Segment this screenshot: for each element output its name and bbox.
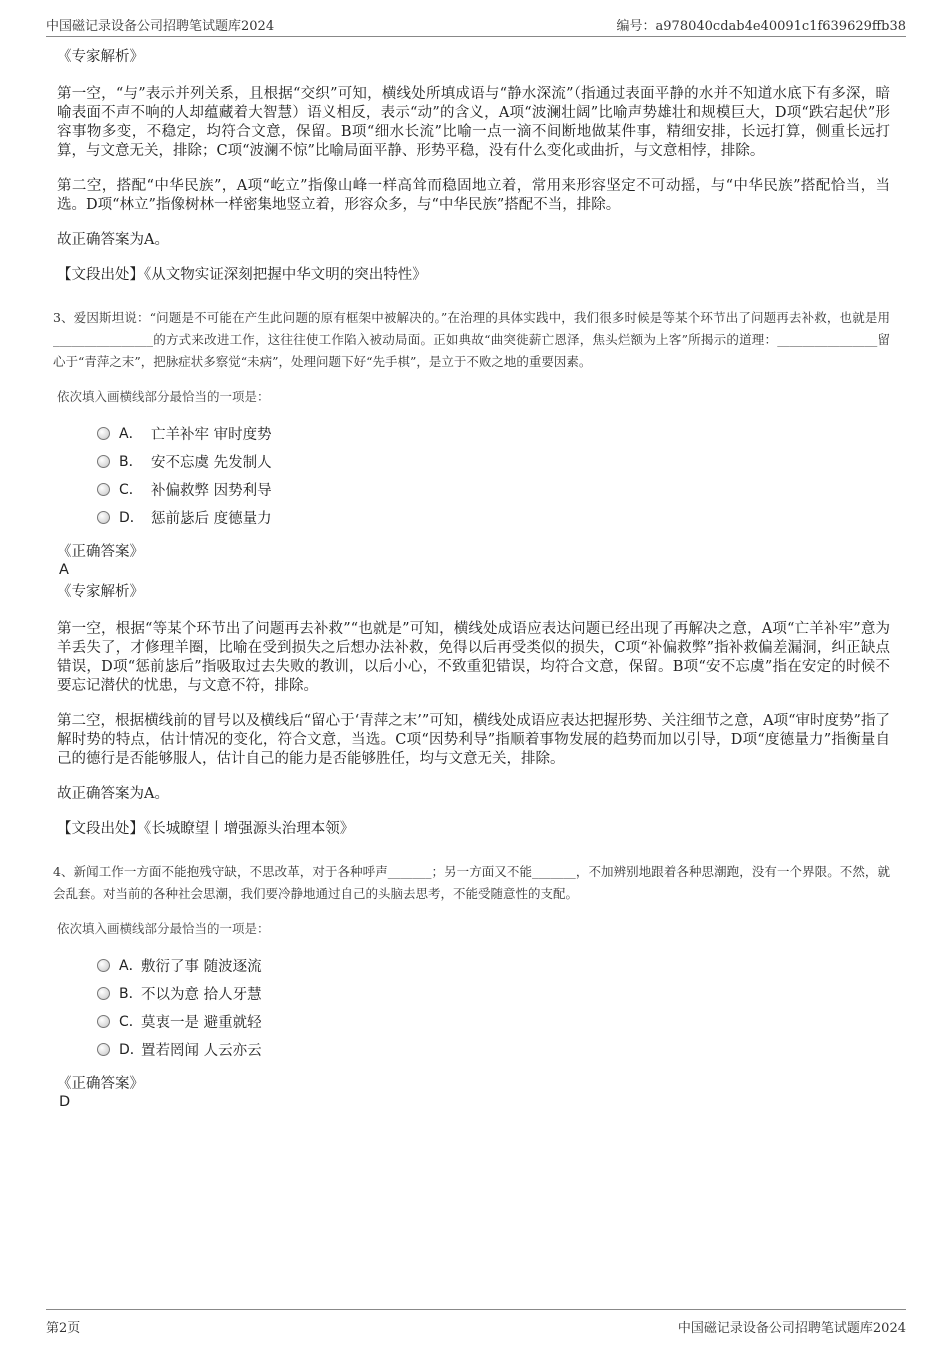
option-d[interactable]: [97, 1035, 890, 1063]
option-list: [57, 951, 890, 1063]
analysis-conclusion: 故正确答案为A。: [57, 786, 169, 802]
passage-source: 【文段出处】《从文物实证深刻把握中华文明的突出特性》: [57, 267, 427, 283]
option-text: 不以为意 拾人牙慧: [141, 986, 262, 1003]
option-c[interactable]: [97, 1007, 890, 1035]
analysis-paragraph-2: 第二空，搭配“中华民族”，A项“屹立”指像山峰一样高耸而稳固地立着，常用来形容坚定不可动摇，与“中华民族”搭配恰当，当选。D项“林立”指像树林一样密集地竖立着，形容众多，与“中华民族”搭配不当，排除。: [57, 178, 890, 213]
option-b[interactable]: [97, 447, 890, 475]
option-letter: B．: [119, 986, 143, 1002]
option-c[interactable]: [97, 475, 890, 503]
header-doc-id: 编号：a978040cdab4e40091c1f639629ffb38: [616, 19, 906, 34]
analysis-paragraph-1: 第一空，“与”表示并列关系，且根据“交织”可知，横线处所填成语与“静水深流”（指通过表面平静的水并不知道水底下有多深，暗喻表面不声不响的人却蕴藏着大智慧）语义相反，表示“动”的含义，A项“波澜壮阔”比喻声势雄壮和规模巨大，D项“跌宕起伏”形容事物多变，不稳定，均符合文意，保留。B项“细水长流”比喻一点一滴不间断地做某件事，精细安排，长远打算，侧重长远打算，与文意无关，排除；C项“波澜不惊”比喻局面平静、形势平稳，没有什么变化或曲折，与文意相悖，排除。: [57, 86, 890, 159]
radio-icon[interactable]: [97, 427, 110, 440]
answer-value: A: [59, 562, 69, 578]
question-4: [53, 861, 890, 1111]
question-prompt: 依次填入画横线部分最恰当的一项是：: [57, 921, 270, 936]
header-title: 中国磁记录设备公司招聘笔试题库2024: [46, 19, 275, 34]
option-d[interactable]: [97, 503, 890, 531]
question-prompt: 依次填入画横线部分最恰当的一项是：: [57, 389, 270, 404]
page-header: [46, 14, 906, 37]
radio-icon[interactable]: [97, 987, 110, 1000]
option-letter: D．: [119, 1042, 144, 1058]
option-list: [57, 419, 890, 531]
analysis-conclusion: 故正确答案为A。: [57, 232, 169, 248]
option-text: 安不忘虞 先发制人: [151, 454, 272, 471]
option-text: 置若罔闻 人云亦云: [141, 1042, 262, 1059]
option-letter: C．: [119, 1014, 143, 1030]
answer-label: 《正确答案》: [57, 544, 144, 560]
question-text: 4、新闻工作一方面不能抱残守缺，不思改革，对于各种呼声_______；另一方面又不能_______，不加辨别地跟着各种思潮跑，没有一个界限。不然，就会乱套。对当前的各种社会思潮，我们要冷静地通过自己的头脑去思考，不能受随意性的支配。: [53, 864, 890, 901]
radio-icon[interactable]: [97, 483, 110, 496]
radio-icon[interactable]: [97, 455, 110, 468]
question-3: [53, 307, 890, 839]
question-2-analysis: [57, 48, 890, 285]
option-text: 莫衷一是 避重就轻: [141, 1014, 262, 1031]
analysis-paragraph-2: 第二空，根据横线前的冒号以及横线后“留心于‘青萍之末’”可知，横线处成语应表达把握形势、关注细节之意，A项“审时度势”指了解时势的特点，估计情况的变化，符合文意，当选。C项“因势利导”指顺着事物发展的趋势而加以引导，D项“度德量力”指衡量自己的德行是否能够服人，估计自己的能力是否能够胜任，均与文意无关，排除。: [57, 713, 890, 767]
option-text: 补偏救弊 因势利导: [151, 482, 272, 499]
option-text: 敷衍了事 随波逐流: [141, 958, 262, 975]
analysis-label: 《专家解析》: [57, 49, 144, 65]
analysis-paragraph-1: 第一空，根据“等某个环节出了问题再去补救”“也就是”可知，横线处成语应表达问题已经出现了再解决之意，A项“亡羊补牢”意为羊丢失了，才修理羊圈，比喻在受到损失之后想办法补救，免得以后再受类似的损失，C项“补偏救弊”指补救偏差漏洞，纠正缺点错误，D项“惩前毖后”指吸取过去失败的教训，以后小心，不致重犯错误，均符合文意，保留。B项“安不忘虞”指在安定的时候不要忘记潜伏的忧患，与文意不符，排除。: [57, 621, 890, 694]
option-letter: D．: [119, 510, 144, 526]
option-b[interactable]: [97, 979, 890, 1007]
page-number: 第2页: [46, 1321, 81, 1336]
option-a[interactable]: [97, 951, 890, 979]
option-a[interactable]: [97, 419, 890, 447]
question-text: 3、爱因斯坦说：“问题是不可能在产生此问题的原有框架中被解决的。”在治理的具体实践中，我们很多时候是等某个环节出了问题再去补救，也就是用 ________________的方式来改进工作，这往往使工作陷入被动局面。正如典故“曲突徙薪亡恩泽，焦头烂额为上客”所揭示的道理：________________留心于“青萍之末”，把脉症状多察觉“未病”，处理问题下好“先手棋”，是立于不败之地的重要因素。: [53, 310, 890, 369]
radio-icon[interactable]: [97, 511, 110, 524]
analysis-label: 《专家解析》: [57, 584, 144, 600]
page-footer: [46, 1309, 906, 1336]
option-text: 亡羊补牢 审时度势: [151, 426, 272, 443]
option-letter: A．: [119, 958, 143, 974]
answer-label: 《正确答案》: [57, 1076, 144, 1092]
footer-title: 中国磁记录设备公司招聘笔试题库2024: [677, 1321, 906, 1336]
page-content: [53, 44, 890, 1115]
option-letter: A．: [119, 426, 143, 442]
passage-source: 【文段出处】《长城瞭望丨增强源头治理本领》: [57, 821, 355, 837]
answer-value: D: [59, 1094, 71, 1110]
radio-icon[interactable]: [97, 1015, 110, 1028]
option-letter: C．: [119, 482, 143, 498]
radio-icon[interactable]: [97, 1043, 110, 1056]
option-text: 惩前毖后 度德量力: [151, 510, 272, 527]
option-letter: B．: [119, 454, 143, 470]
radio-icon[interactable]: [97, 959, 110, 972]
